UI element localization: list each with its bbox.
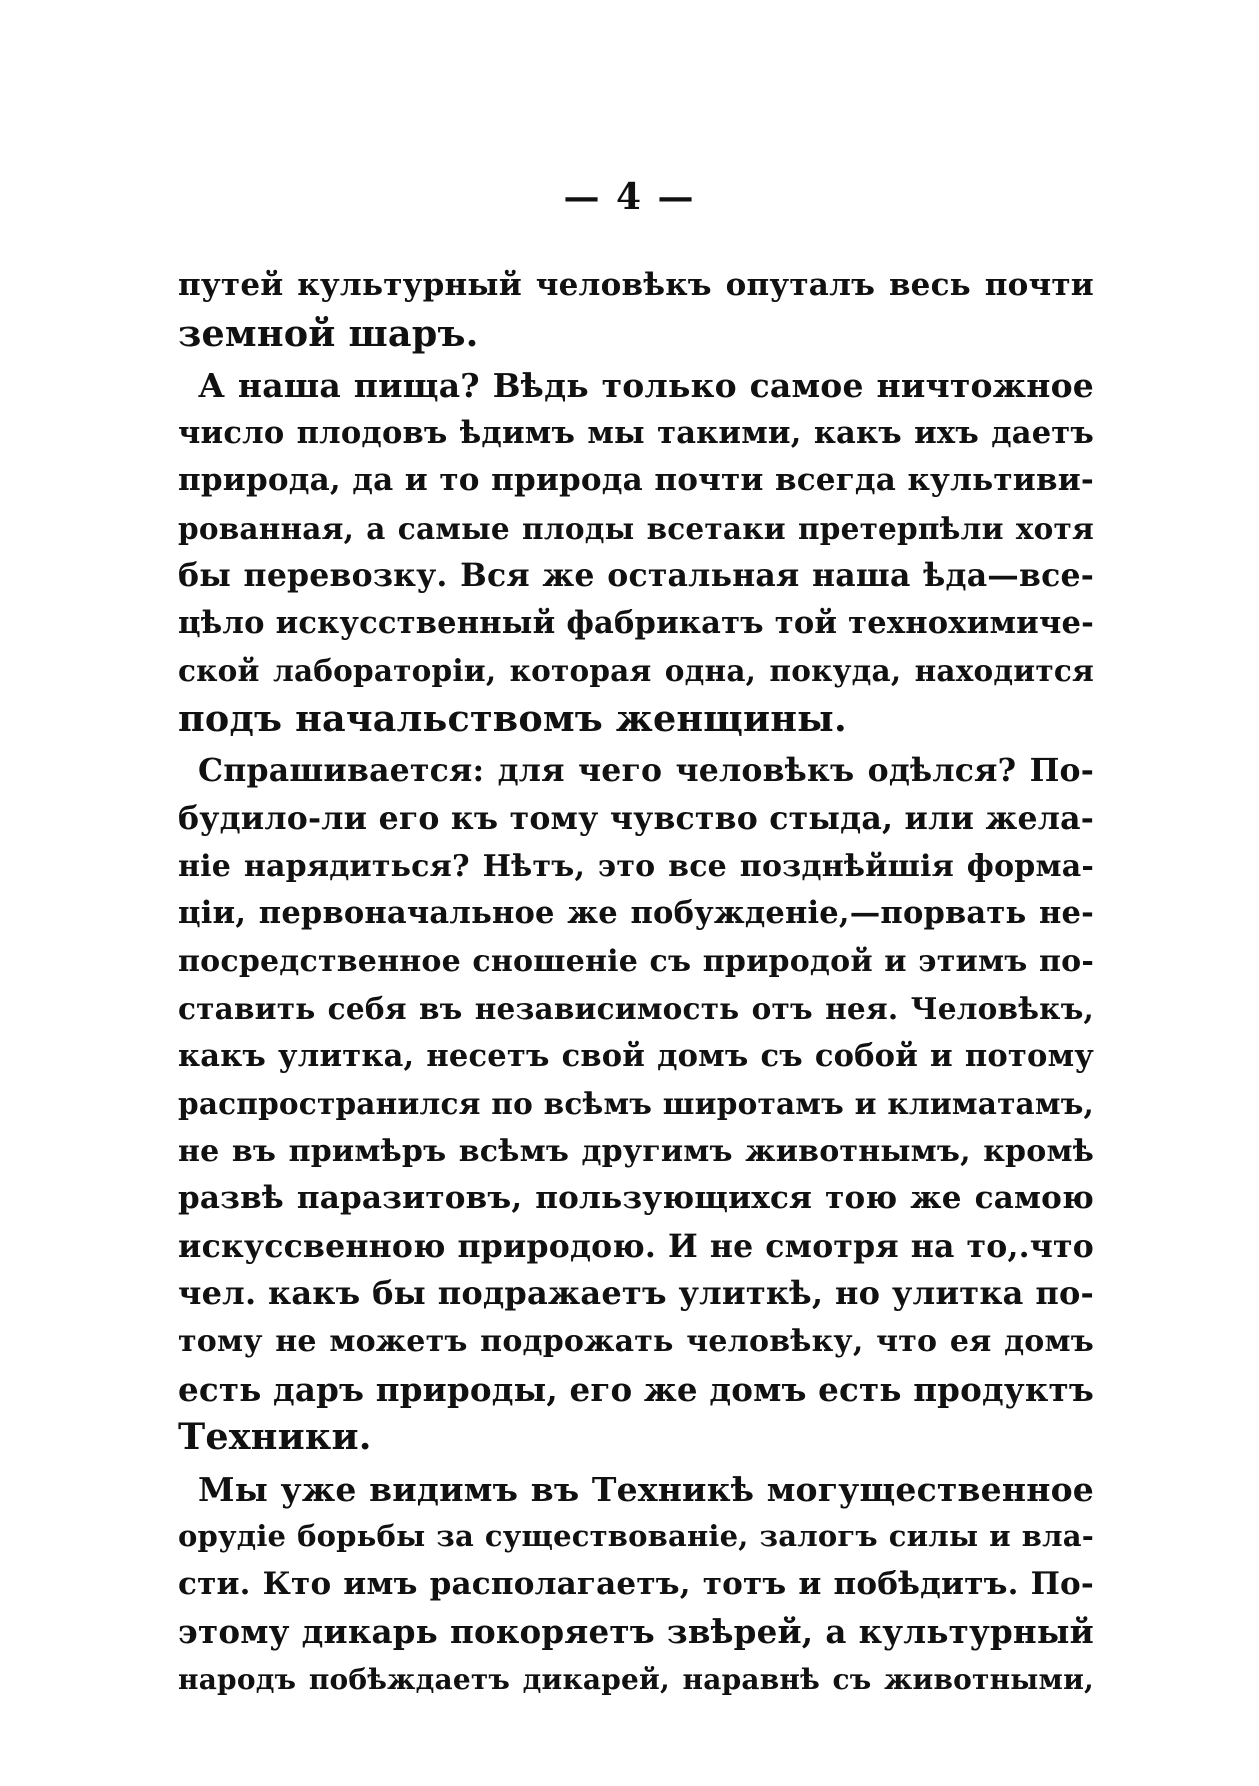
text-line: посредственное сношеніе съ природой и этимъ по-: [178, 943, 1094, 979]
text-line: Мы уже видимъ въ Техникѣ могущественное: [198, 1469, 1094, 1509]
text-line: Техники.: [178, 1415, 372, 1459]
text-line: ставить себя въ независимость отъ нея. Человѣкъ,: [178, 991, 1094, 1027]
text-line: распространился по всѣмъ широтамъ и климатамъ,: [178, 1086, 1094, 1122]
text-line: земной шаръ.: [178, 311, 479, 355]
text-line: чел. какъ бы подражаетъ улиткѣ, но улитка по-: [178, 1274, 1094, 1313]
text-line: этому дикарь покоряетъ звѣрей, а культурный: [178, 1612, 1094, 1652]
text-line: народъ побѣждаетъ дикарей, наравнѣ съ животными,: [178, 1662, 1094, 1696]
text-line: бы перевозку. Вся же остальная наша ѣда—все-: [178, 557, 1094, 595]
text-line: путей культурный человѣкъ опуталъ весь почти: [178, 267, 1094, 303]
text-line: подъ начальствомъ женщины.: [178, 696, 847, 740]
text-line: Спрашивается: для чего человѣкъ одѣлся? По-: [198, 752, 1094, 790]
text-line: тому не можетъ подрожать человѣку, что ея домъ: [178, 1324, 1094, 1360]
text-line: ніе нарядиться? Нѣтъ, это все позднѣйшія форма-: [178, 848, 1094, 884]
text-line: не въ примѣръ всѣмъ другимъ животнымъ, кромѣ: [178, 1133, 1094, 1169]
text-line: будило-ли его къ тому чувство стыда, или жела-: [178, 800, 1094, 838]
text-line: число плодовъ ѣдимъ мы такими, какъ ихъ даетъ: [178, 414, 1094, 451]
text-line: развѣ паразитовъ, пользующихся тою же самою: [178, 1180, 1094, 1217]
text-line: есть даръ природы, его же домъ есть продуктъ: [178, 1369, 1094, 1409]
body-text: [178, 262, 1094, 1703]
text-line: А наша пища? Вѣдь только самое ничтожное: [198, 366, 1094, 406]
text-line: ской лабораторіи, которая одна, покуда, находится: [178, 653, 1094, 689]
text-line: искуссвенною природою. И не смотря на то,.что: [178, 1227, 1094, 1265]
text-line: рованная, а самые плоды всетаки претерпѣли хотя: [178, 510, 1094, 546]
text-line: сти. Кто имъ располагаетъ, тотъ и побѣдитъ. По-: [178, 1565, 1094, 1602]
text-line: цѣло искусственный фабрикатъ той технохимиче-: [178, 604, 1094, 641]
text-line: ціи, первоначальное же побужденіе,—порвать не-: [178, 895, 1094, 932]
text-line: природа, да и то природа почти всегда культиви-: [178, 462, 1094, 499]
page-number: — 4 —: [563, 176, 696, 218]
text-line: орудіе борьбы за существованіе, залогъ силы и вла-: [178, 1519, 1094, 1554]
text-line: какъ улитка, несетъ свой домъ съ собой и потому: [178, 1037, 1094, 1074]
